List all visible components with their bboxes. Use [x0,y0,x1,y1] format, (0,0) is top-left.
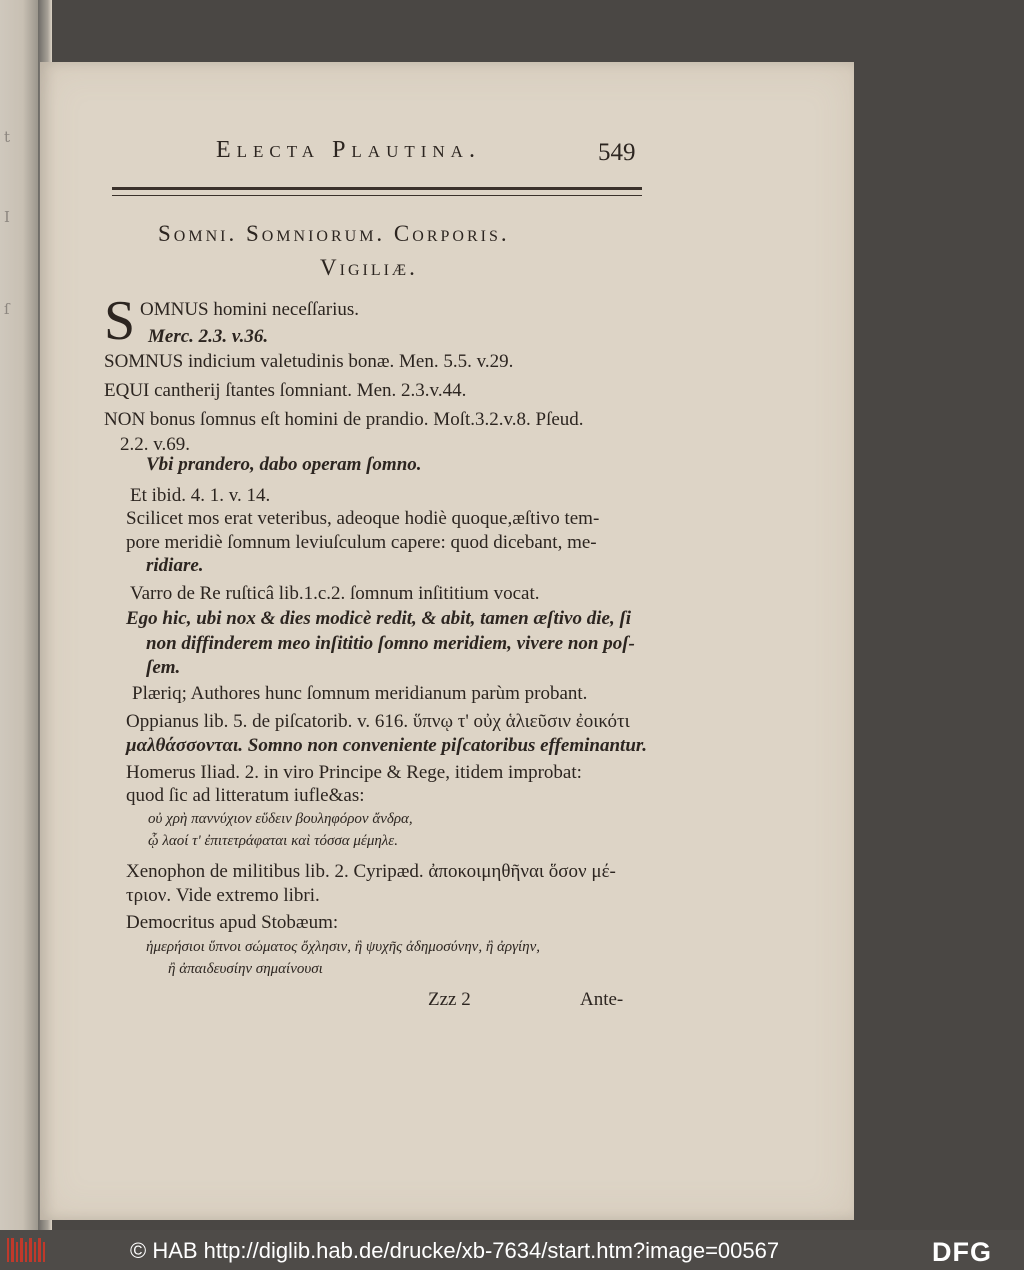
text-line: Varro de Re ruſticâ lib.1.c.2. ſomnum inſititium vocat. [130,583,540,604]
greek-quote-line: ἢ ἀπαιδευσίην σημαίνουσι [168,961,323,977]
text-line: μαλθάσσονται. Somno non conveniente piſcatoribus effeminantur. [126,735,647,756]
text-line: pore meridiè ſomnum leviuſculum capere: quod dicebant, me- [126,532,597,553]
text-line: Oppianus lib. 5. de piſcatorib. v. 616. ὕπνῳ τ' οὐχ ἁλιεῦσιν ἐοικότι [126,711,630,732]
text-line: Vbi prandero, dabo operam ſomno. [146,454,422,475]
text-line: 2.2. v.69. [120,434,191,455]
text-line: ridiare. [146,555,204,576]
hab-barcode-logo-icon [6,1236,48,1264]
greek-verse-line: οὐ χρὴ παννύχιον εὕδειν βουληφόρον ἄνδρα, [148,811,413,827]
text-line: Xenophon de militibus lib. 2. Cyripæd. ἀποκοιμηθῆναι ὅσον μέ- [126,861,616,882]
running-header-title: Electa Plautina. [216,137,481,163]
text-line: Democritus apud Stobæum: [126,912,339,933]
text-line: OMNUS homini neceſſarius. [140,299,360,320]
dfg-logo: DFG [932,1237,992,1267]
section-title-line-1: Somni. Somniorum. Corporis. [158,221,510,246]
footer-credit-link[interactable]: © HAB http://diglib.hab.de/drucke/xb-7634/start.htm?image=00567 [130,1238,780,1263]
page-number: 549 [598,139,636,166]
previous-page-edge: t I ſ [0,0,38,1230]
text-line: Ego hic, ubi nox & dies modicè redit, & abit, tamen æſtivo die, ſi [126,608,632,629]
text-line: Scilicet mos erat veteribus, adeoque hodiè quoque,æſtivo tem- [126,508,600,529]
text-line: SOMNUS indicium valetudinis bonæ. Men. 5.5. v.29. [104,351,514,372]
text-line: EQUI cantherij ſtantes ſomniant. Men. 2.3.v.44. [104,380,467,401]
text-line: Plæriq; Authores hunc ſomnum meridianum parùm probant. [132,683,588,704]
text-line: NON bonus ſomnus eſt homini de prandio. Moſt.3.2.v.8. Pſeud. [104,409,584,430]
greek-verse-line: ᾧ λαοί τ' ἐπιτετράφαται καὶ τόσσα μέμηλε. [148,833,398,849]
text-line: Homerus Iliad. 2. in viro Principe & Rege, itidem improbat: [126,762,582,783]
text-line: Merc. 2.3. v.36. [148,326,269,347]
text-line: non diffinderem meo inſititio ſomno meridiem, vivere non poſ- [146,633,635,654]
drop-cap: S [104,290,136,352]
header-rule [112,187,642,190]
text-line: quod ſic ad litteratum iufle&as: [126,785,365,806]
text-line: τριον. Vide extremo libri. [126,885,320,906]
greek-quote-line: ἡμερήσιοι ὕπνοι σώματος ὄχλησιν, ἢ ψυχῆς ἀδημοσύνην, ἢ ἀργίην, [146,939,541,955]
catchword: Ante- [580,989,624,1010]
signature-mark: Zzz 2 [428,989,471,1010]
text-line: ſem. [146,657,181,678]
text-line: Et ibid. 4. 1. v. 14. [130,485,271,506]
section-title-line-2: Vigiliæ. [320,255,418,280]
header-rule-thin [112,195,642,196]
